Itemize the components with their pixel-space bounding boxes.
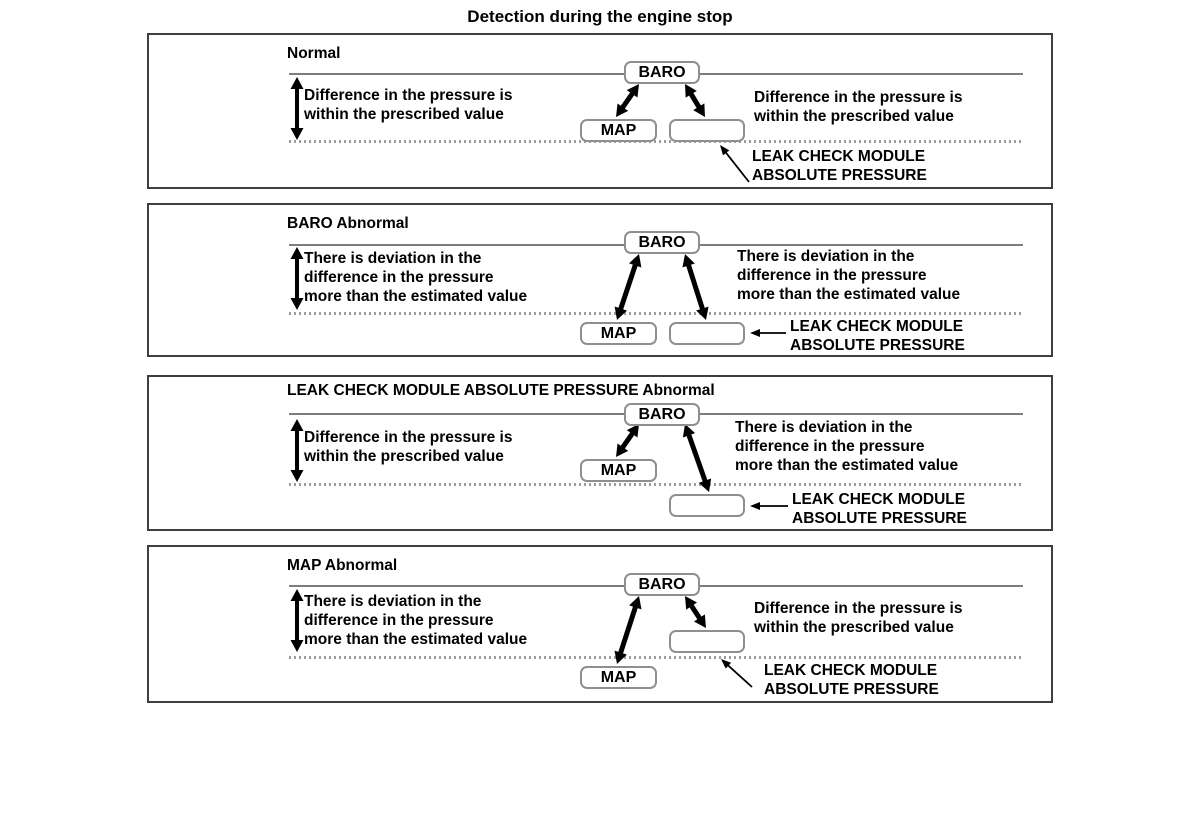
map-box — [580, 459, 657, 482]
baro-box — [624, 403, 700, 426]
baro-box — [624, 231, 700, 254]
left-description: There is deviation in the difference in the pressure more than the estimated value — [304, 250, 528, 305]
map-box — [580, 322, 657, 345]
panel-title: Normal — [287, 45, 341, 62]
leak-check-module-box — [669, 119, 745, 142]
leak-check-module-label: LEAK CHECK MODULE ABSOLUTE PRESSURE — [792, 491, 967, 527]
panel-title: LEAK CHECK MODULE ABSOLUTE PRESSURE Abnormal — [287, 382, 715, 399]
panel-baro-abnormal — [147, 203, 1053, 357]
map-box-label: MAP — [600, 324, 637, 342]
panel-title: BARO Abnormal — [287, 215, 409, 232]
sensor-level-dotted-line — [289, 483, 1023, 486]
page-title: Detection during the engine stop — [467, 7, 733, 26]
sensor-level-dotted-line — [289, 656, 1023, 659]
sensor-level-dotted-line — [289, 140, 1023, 143]
leak-check-module-label: LEAK CHECK MODULE ABSOLUTE PRESSURE — [764, 662, 939, 698]
map-box-label: MAP — [600, 668, 637, 686]
map-box-label: MAP — [600, 461, 637, 479]
baro-box-label: BARO — [638, 233, 686, 251]
map-box-label: MAP — [600, 121, 637, 139]
left-description: There is deviation in the difference in the pressure more than the estimated value — [304, 593, 528, 648]
left-description: Difference in the pressure is within the prescribed value — [304, 87, 513, 123]
right-description: Difference in the pressure is within the prescribed value — [754, 89, 963, 125]
baro-box — [624, 61, 700, 84]
map-box — [580, 119, 657, 142]
left-description: Difference in the pressure is within the prescribed value — [304, 429, 513, 465]
leak-check-module-box — [669, 322, 745, 345]
leak-check-module-label: LEAK CHECK MODULE ABSOLUTE PRESSURE — [790, 318, 965, 354]
leak-check-module-box — [669, 630, 745, 653]
right-description: Difference in the pressure is within the prescribed value — [754, 600, 963, 636]
leak-check-module-label: LEAK CHECK MODULE ABSOLUTE PRESSURE — [752, 148, 927, 184]
panel-map-abnormal — [147, 545, 1053, 703]
baro-box-label: BARO — [638, 575, 686, 593]
panel-leak-check-module-abnormal — [147, 375, 1053, 531]
right-description: There is deviation in the difference in the pressure more than the estimated value — [737, 248, 961, 303]
panel-normal — [147, 33, 1053, 189]
baro-box — [624, 573, 700, 596]
map-box — [580, 666, 657, 689]
baro-box-label: BARO — [638, 405, 686, 423]
right-description: There is deviation in the difference in the pressure more than the estimated value — [735, 419, 959, 474]
panel-title: MAP Abnormal — [287, 557, 398, 574]
baro-box-label: BARO — [638, 63, 686, 81]
sensor-level-dotted-line — [289, 312, 1023, 315]
leak-check-module-box — [669, 494, 745, 517]
